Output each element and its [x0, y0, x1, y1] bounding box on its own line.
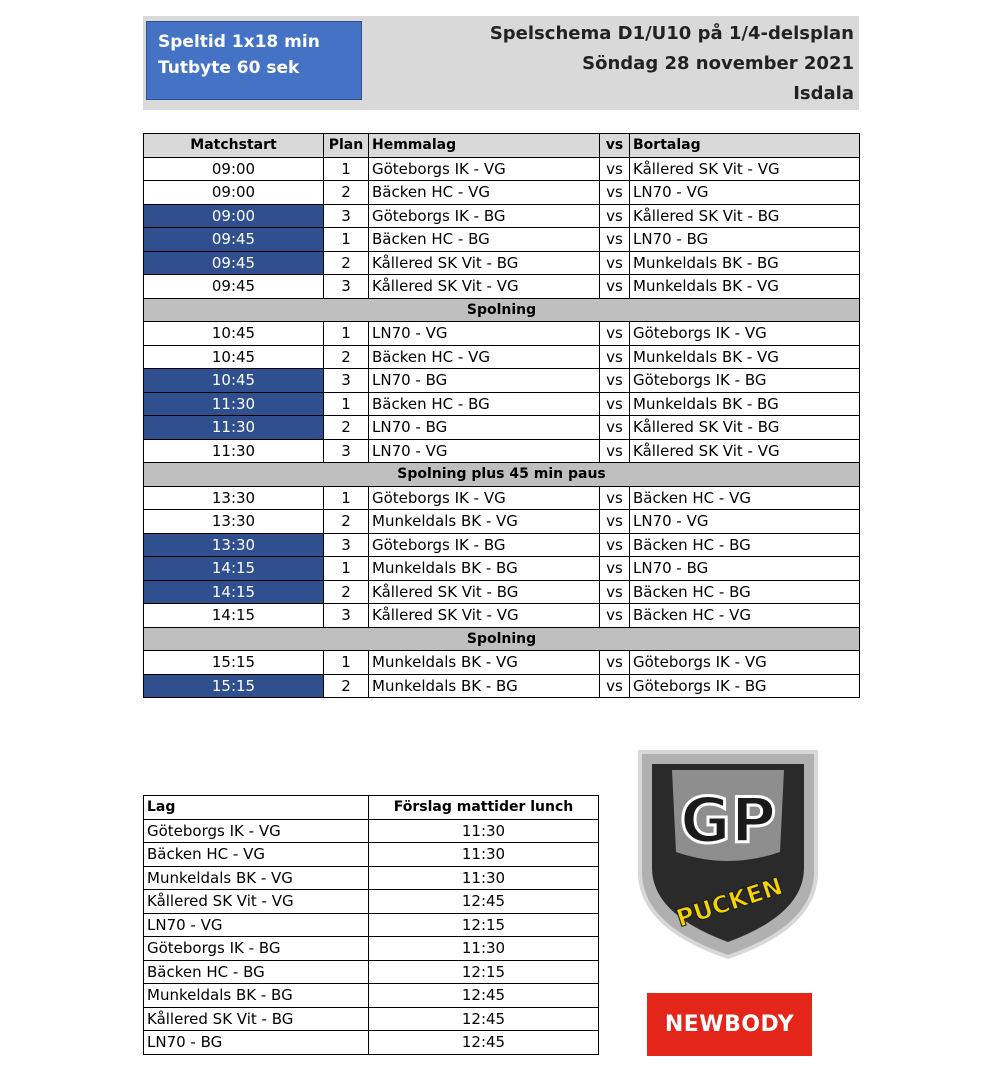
vs-cell: vs [600, 533, 630, 557]
lunch-team-cell: Munkeldals BK - VG [144, 866, 369, 890]
plan-cell: 2 [324, 580, 369, 604]
match-row [144, 392, 860, 416]
match-start-cell: 11:30 [144, 392, 324, 416]
lunch-row [144, 866, 599, 890]
vs-cell: vs [600, 580, 630, 604]
lunch-row [144, 843, 599, 867]
match-row [144, 204, 860, 228]
vs-cell: vs [600, 651, 630, 675]
lunch-team-cell: Kållered SK Vit - BG [144, 1007, 369, 1031]
away-team-cell: Kållered SK Vit - BG [630, 416, 860, 440]
match-row [144, 486, 860, 510]
plan-cell: 2 [324, 674, 369, 698]
match-start-cell: 14:15 [144, 604, 324, 628]
plan-cell: 1 [324, 322, 369, 346]
home-team-cell: LN70 - VG [369, 439, 600, 463]
away-team-cell: Bäcken HC - VG [630, 486, 860, 510]
home-team-cell: Kållered SK Vit - VG [369, 275, 600, 299]
away-team-cell: Munkeldals BK - VG [630, 275, 860, 299]
lunch-row [144, 890, 599, 914]
plan-cell: 3 [324, 533, 369, 557]
vs-cell: vs [600, 275, 630, 299]
lunch-row [144, 1031, 599, 1055]
vs-cell: vs [600, 416, 630, 440]
lunch-time-cell: 11:30 [369, 866, 599, 890]
home-team-cell: LN70 - VG [369, 322, 600, 346]
home-team-cell: Kållered SK Vit - BG [369, 251, 600, 275]
lunch-time-cell: 11:30 [369, 843, 599, 867]
lunch-time-cell: 11:30 [369, 937, 599, 961]
match-start-cell: 15:15 [144, 674, 324, 698]
plan-cell: 3 [324, 369, 369, 393]
schedule-body [144, 157, 860, 698]
lunch-header-row [144, 796, 599, 820]
home-team-cell: Bäcken HC - VG [369, 181, 600, 205]
match-row [144, 322, 860, 346]
away-team-cell: Kållered SK Vit - VG [630, 157, 860, 181]
away-team-cell: Munkeldals BK - BG [630, 392, 860, 416]
newbody-logo-text: NEWBODY [664, 1012, 795, 1037]
newbody-logo [647, 993, 812, 1056]
plan-cell: 1 [324, 486, 369, 510]
match-start-cell: 10:45 [144, 322, 324, 346]
break-label: Spolning [144, 298, 860, 322]
match-start-cell: 13:30 [144, 533, 324, 557]
schedule-title: Spelschema D1/U10 på 1/4-delsplan [489, 23, 854, 44]
away-team-cell: Kållered SK Vit - VG [630, 439, 860, 463]
home-team-cell: LN70 - BG [369, 416, 600, 440]
match-start-cell: 15:15 [144, 651, 324, 675]
away-team-cell: LN70 - BG [630, 228, 860, 252]
match-row [144, 416, 860, 440]
lunch-team-cell: Bäcken HC - VG [144, 843, 369, 867]
header-matchstart: Matchstart [144, 134, 324, 158]
lunch-time-cell: 12:45 [369, 984, 599, 1008]
gp-pucken-logo [632, 742, 824, 962]
away-team-cell: Göteborgs IK - VG [630, 651, 860, 675]
match-start-cell: 10:45 [144, 369, 324, 393]
match-row [144, 157, 860, 181]
home-team-cell: Bäcken HC - BG [369, 392, 600, 416]
match-start-cell: 09:00 [144, 181, 324, 205]
match-start-cell: 09:00 [144, 157, 324, 181]
lunch-row [144, 819, 599, 843]
plan-cell: 3 [324, 275, 369, 299]
header-plan: Plan [324, 134, 369, 158]
vs-cell: vs [600, 228, 630, 252]
lunch-time-cell: 12:15 [369, 960, 599, 984]
away-team-cell: LN70 - BG [630, 557, 860, 581]
home-team-cell: Göteborgs IK - BG [369, 204, 600, 228]
schedule-header-row [144, 134, 860, 158]
header-team: Lag [144, 796, 369, 820]
lunch-team-cell: Göteborgs IK - BG [144, 937, 369, 961]
lunch-team-cell: Bäcken HC - BG [144, 960, 369, 984]
away-team-cell: Munkeldals BK - VG [630, 345, 860, 369]
away-team-cell: Bäcken HC - BG [630, 533, 860, 557]
away-team-cell: LN70 - VG [630, 181, 860, 205]
home-team-cell: Kållered SK Vit - BG [369, 580, 600, 604]
pucken-logo-text: PUCKEN [672, 872, 787, 933]
match-row [144, 674, 860, 698]
plan-cell: 3 [324, 439, 369, 463]
vs-cell: vs [600, 392, 630, 416]
match-row [144, 580, 860, 604]
home-team-cell: Bäcken HC - VG [369, 345, 600, 369]
match-row [144, 369, 860, 393]
lunch-table [143, 795, 599, 1055]
header-vs: vs [600, 134, 630, 158]
game-time-text: Speltid 1x18 min [158, 32, 320, 52]
match-start-cell: 09:45 [144, 228, 324, 252]
lunch-team-cell: Munkeldals BK - BG [144, 984, 369, 1008]
match-row [144, 345, 860, 369]
vs-cell: vs [600, 251, 630, 275]
match-start-cell: 13:30 [144, 510, 324, 534]
lunch-team-cell: Kållered SK Vit - VG [144, 890, 369, 914]
lunch-time-cell: 11:30 [369, 819, 599, 843]
home-team-cell: Munkeldals BK - VG [369, 510, 600, 534]
match-start-cell: 11:30 [144, 439, 324, 463]
plan-cell: 2 [324, 251, 369, 275]
lunch-team-cell: Göteborgs IK - VG [144, 819, 369, 843]
break-label: Spolning [144, 627, 860, 651]
match-start-cell: 11:30 [144, 416, 324, 440]
match-start-cell: 10:45 [144, 345, 324, 369]
break-row [144, 298, 860, 322]
schedule-venue: Isdala [793, 83, 854, 104]
lunch-team-cell: LN70 - BG [144, 1031, 369, 1055]
vs-cell: vs [600, 439, 630, 463]
match-start-cell: 13:30 [144, 486, 324, 510]
schedule-date: Söndag 28 november 2021 [582, 53, 854, 74]
home-team-cell: Göteborgs IK - VG [369, 157, 600, 181]
plan-cell: 1 [324, 392, 369, 416]
lunch-body [144, 819, 599, 1054]
lunch-team-cell: LN70 - VG [144, 913, 369, 937]
break-row [144, 463, 860, 487]
home-team-cell: LN70 - BG [369, 369, 600, 393]
break-row [144, 627, 860, 651]
match-row [144, 533, 860, 557]
lunch-row [144, 1007, 599, 1031]
lunch-time-cell: 12:45 [369, 1007, 599, 1031]
away-team-cell: Göteborgs IK - VG [630, 322, 860, 346]
plan-cell: 2 [324, 181, 369, 205]
schedule-table [143, 133, 860, 698]
lunch-row [144, 913, 599, 937]
break-label: Spolning plus 45 min paus [144, 463, 860, 487]
vs-cell: vs [600, 510, 630, 534]
match-start-cell: 09:45 [144, 251, 324, 275]
vs-cell: vs [600, 674, 630, 698]
away-team-cell: Munkeldals BK - BG [630, 251, 860, 275]
vs-cell: vs [600, 369, 630, 393]
home-team-cell: Kållered SK Vit - VG [369, 604, 600, 628]
home-team-cell: Munkeldals BK - BG [369, 674, 600, 698]
home-team-cell: Göteborgs IK - VG [369, 486, 600, 510]
match-row [144, 651, 860, 675]
header-home: Hemmalag [369, 134, 600, 158]
plan-cell: 1 [324, 651, 369, 675]
away-team-cell: Bäcken HC - VG [630, 604, 860, 628]
plan-cell: 2 [324, 510, 369, 534]
home-team-cell: Munkeldals BK - VG [369, 651, 600, 675]
home-team-cell: Göteborgs IK - BG [369, 533, 600, 557]
title-block [490, 19, 854, 109]
match-start-cell: 09:45 [144, 275, 324, 299]
vs-cell: vs [600, 157, 630, 181]
plan-cell: 1 [324, 557, 369, 581]
match-row [144, 557, 860, 581]
lunch-time-cell: 12:15 [369, 913, 599, 937]
away-team-cell: LN70 - VG [630, 510, 860, 534]
lunch-time-cell: 12:45 [369, 890, 599, 914]
match-row [144, 228, 860, 252]
gp-logo-text: GP [679, 784, 777, 857]
lunch-row [144, 960, 599, 984]
away-team-cell: Kållered SK Vit - BG [630, 204, 860, 228]
plan-cell: 1 [324, 157, 369, 181]
vs-cell: vs [600, 557, 630, 581]
match-row [144, 439, 860, 463]
match-row [144, 604, 860, 628]
plan-cell: 2 [324, 416, 369, 440]
plan-cell: 3 [324, 604, 369, 628]
lunch-row [144, 937, 599, 961]
header-lunch-time: Förslag mattider lunch [369, 796, 599, 820]
match-start-cell: 14:15 [144, 580, 324, 604]
away-team-cell: Göteborgs IK - BG [630, 674, 860, 698]
vs-cell: vs [600, 345, 630, 369]
match-row [144, 275, 860, 299]
vs-cell: vs [600, 486, 630, 510]
lunch-row [144, 984, 599, 1008]
horn-change-text: Tutbyte 60 sek [158, 58, 300, 78]
plan-cell: 2 [324, 345, 369, 369]
match-info-box [146, 21, 362, 100]
home-team-cell: Bäcken HC - BG [369, 228, 600, 252]
vs-cell: vs [600, 181, 630, 205]
home-team-cell: Munkeldals BK - BG [369, 557, 600, 581]
match-start-cell: 09:00 [144, 204, 324, 228]
plan-cell: 3 [324, 204, 369, 228]
plan-cell: 1 [324, 228, 369, 252]
lunch-time-cell: 12:45 [369, 1031, 599, 1055]
match-start-cell: 14:15 [144, 557, 324, 581]
header-away: Bortalag [630, 134, 860, 158]
away-team-cell: Göteborgs IK - BG [630, 369, 860, 393]
match-row [144, 510, 860, 534]
match-row [144, 251, 860, 275]
vs-cell: vs [600, 322, 630, 346]
away-team-cell: Bäcken HC - BG [630, 580, 860, 604]
vs-cell: vs [600, 204, 630, 228]
vs-cell: vs [600, 604, 630, 628]
match-row [144, 181, 860, 205]
